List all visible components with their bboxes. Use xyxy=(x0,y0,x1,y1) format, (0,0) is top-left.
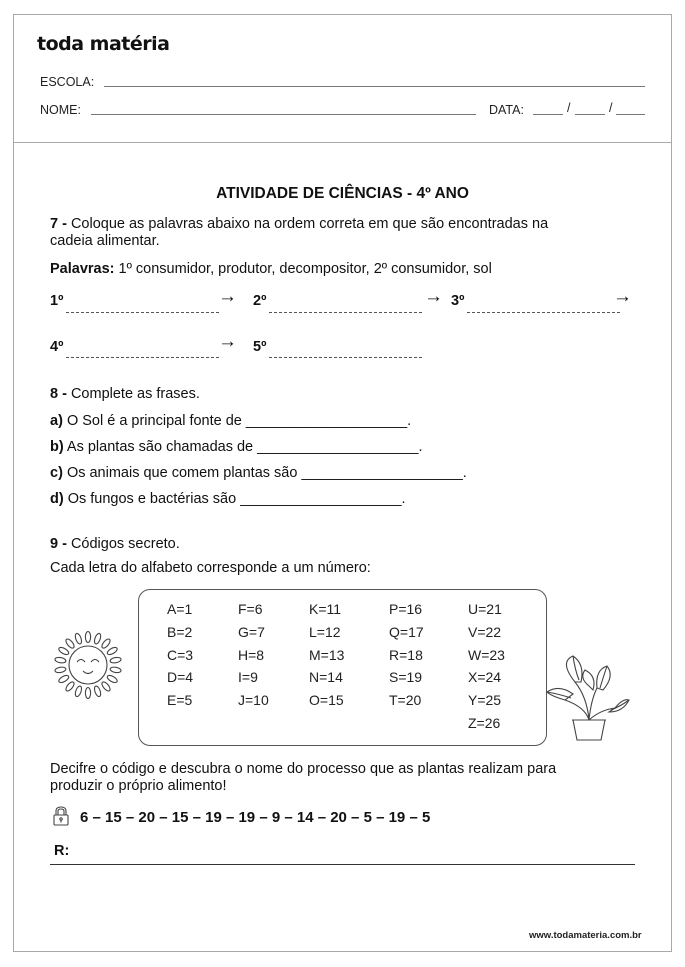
q8-item-a xyxy=(50,413,411,430)
sun-ray xyxy=(93,633,102,645)
sun-ray xyxy=(58,646,70,656)
sun-ray xyxy=(64,638,75,650)
slot-5-label: 5º xyxy=(253,339,267,355)
arrow-right-icon: → xyxy=(613,286,632,307)
code-entry: P=16 xyxy=(389,601,423,617)
sun-ray xyxy=(106,674,118,684)
arrow-right-icon: → xyxy=(218,331,237,352)
q8-item-d xyxy=(50,491,406,508)
sun-ray xyxy=(110,666,122,673)
item-text: As plantas são chamadas de xyxy=(66,439,254,455)
page-title: ATIVIDADE DE CIÊNCIAS - 4º ANO xyxy=(216,185,469,202)
code-entry: X=24 xyxy=(468,669,502,686)
q9-text xyxy=(50,536,180,553)
answer-blank[interactable]: ____________________. xyxy=(245,413,412,429)
code-entry: Q=17 xyxy=(389,623,424,640)
code-entry: V=22 xyxy=(468,623,502,640)
item-letter: b) xyxy=(50,439,64,455)
code-entry: D=4 xyxy=(167,669,194,686)
answer-blank[interactable]: ____________________. xyxy=(257,439,423,455)
sun-ray xyxy=(85,632,90,643)
code-entry: T=20 xyxy=(389,692,422,709)
slot-1-label: 1º xyxy=(50,293,64,309)
slot-1-field[interactable] xyxy=(66,312,219,313)
slot-2-field[interactable] xyxy=(269,312,422,313)
q8-instruction: Complete as frases. xyxy=(70,386,200,402)
code-entry: S=19 xyxy=(389,669,423,686)
q8-text xyxy=(50,386,200,403)
q9-instruction-line2: produzir o próprio alimento! xyxy=(50,778,227,794)
logo: toda matéria xyxy=(37,33,170,55)
sun-ray xyxy=(64,681,75,693)
q7-text-line2: cadeia alimentar. xyxy=(50,233,160,249)
answer-blank[interactable]: ____________________. xyxy=(240,491,406,507)
code-entry: Z=26 xyxy=(468,715,501,731)
name-field[interactable] xyxy=(91,114,476,115)
q9-title: Códigos secreto. xyxy=(70,536,180,552)
sun-ray xyxy=(58,674,70,684)
code-entry: Y=25 xyxy=(468,692,502,709)
q7-words xyxy=(50,261,492,278)
q9-number: 9 - xyxy=(50,536,67,552)
arrow-right-icon: → xyxy=(424,286,443,307)
item-letter: d) xyxy=(50,491,64,507)
item-letter: c) xyxy=(50,465,63,481)
item-text: Os fungos e bactérias são xyxy=(67,491,237,507)
q7-number: 7 - xyxy=(50,216,67,232)
code-entry: A=1 xyxy=(167,601,193,617)
code-entry: W=23 xyxy=(468,646,505,663)
code-entry: E=5 xyxy=(167,692,193,709)
code-entry: M=13 xyxy=(309,646,345,663)
code-entry: F=6 xyxy=(238,601,263,617)
code-entry: C=3 xyxy=(167,646,194,663)
item-text: O Sol é a principal fonte de xyxy=(66,413,242,429)
sun-ray xyxy=(106,646,118,656)
sun-ray xyxy=(55,666,67,673)
school-label: ESCOLA: xyxy=(40,75,95,89)
name-label: NOME: xyxy=(40,103,81,117)
slot-3-label: 3º xyxy=(451,293,465,309)
sun-ray xyxy=(93,685,102,697)
q8-item-b xyxy=(50,439,422,456)
q8-number: 8 - xyxy=(50,386,67,402)
sun-ray xyxy=(110,657,122,664)
code-entry: K=11 xyxy=(309,601,342,617)
slot-5-field[interactable] xyxy=(269,357,422,358)
answer-label: R: xyxy=(54,843,70,859)
code-entry: O=15 xyxy=(309,692,344,709)
q8-item-c xyxy=(50,465,467,482)
sun-ray xyxy=(74,633,83,645)
q7-words-list: 1º consumidor, produtor, decompositor, 2º consumidor, sol xyxy=(118,261,492,277)
sun-ray xyxy=(100,681,111,693)
slot-3-field[interactable] xyxy=(467,312,620,313)
sun-ray xyxy=(55,657,67,664)
date-label: DATA: xyxy=(489,103,524,117)
date-year-field[interactable] xyxy=(616,114,645,115)
arrow-right-icon: → xyxy=(218,286,237,307)
header-divider xyxy=(13,142,672,143)
item-text: Os animais que comem plantas são xyxy=(66,465,298,481)
sun-icon xyxy=(48,625,128,705)
item-letter: a) xyxy=(50,413,63,429)
sun-ray xyxy=(100,638,111,650)
code-entry: U=21 xyxy=(468,601,502,617)
sun-ray xyxy=(74,685,83,697)
code-entry: R=18 xyxy=(389,646,423,663)
code-entry: N=14 xyxy=(309,669,343,686)
slot-4-field[interactable] xyxy=(66,357,219,358)
code-entry: L=12 xyxy=(309,623,341,640)
footer-website: www.todamateria.com.br xyxy=(529,930,642,941)
code-entry: J=10 xyxy=(238,692,269,709)
slot-4-label: 4º xyxy=(50,339,64,355)
q9-subtext: Cada letra do alfabeto corresponde a um número: xyxy=(50,560,371,576)
sun-ray xyxy=(85,688,90,699)
q7-words-label: Palavras: xyxy=(50,261,115,277)
answer-field[interactable] xyxy=(50,864,635,865)
q7-text-line1: Coloque as palavras abaixo na ordem correta em que são encontradas na xyxy=(70,216,549,232)
code-entry: I=9 xyxy=(238,669,258,686)
date-separator: / xyxy=(567,101,571,115)
code-entry: G=7 xyxy=(238,623,265,640)
code-entry: B=2 xyxy=(167,623,193,640)
plant-icon xyxy=(545,652,633,744)
lock-icon xyxy=(52,806,70,826)
q9-instruction-line1: Decifre o código e descubra o nome do processo que as plantas realizam para xyxy=(50,761,557,777)
school-field[interactable] xyxy=(104,86,645,87)
slot-2-label: 2º xyxy=(253,293,267,309)
code-sequence: 6 – 15 – 20 – 15 – 19 – 19 – 9 – 14 – 20 – 5 – 19 – 5 xyxy=(80,809,431,826)
date-separator: / xyxy=(609,101,613,115)
answer-blank[interactable]: ____________________. xyxy=(301,465,467,481)
code-entry: H=8 xyxy=(238,646,265,663)
q7-text xyxy=(50,216,548,233)
date-day-field[interactable] xyxy=(533,114,563,115)
date-month-field[interactable] xyxy=(575,114,605,115)
